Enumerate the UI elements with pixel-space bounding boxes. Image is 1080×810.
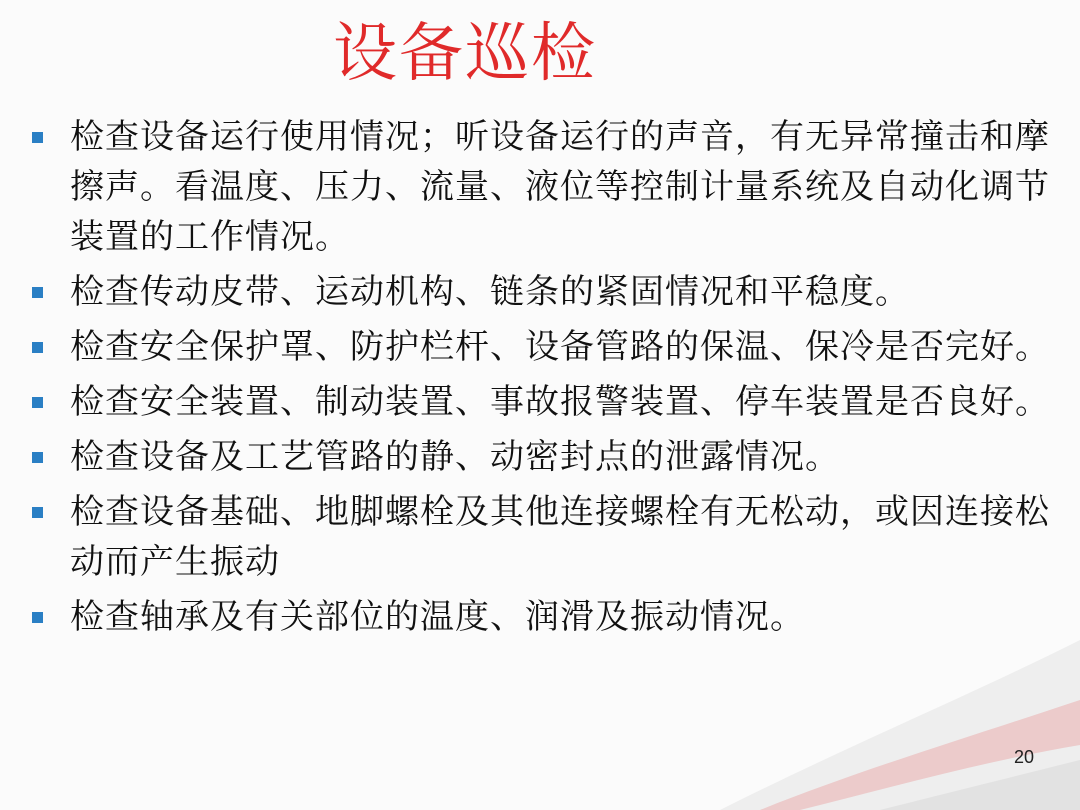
square-bullet-icon xyxy=(32,132,43,143)
bullet-text: 检查设备运行使用情况；听设备运行的声音，有无异常撞击和摩擦声。看温度、压力、流量、液位等控制计量系统及自动化调节装置的工作情况。 xyxy=(70,117,1050,257)
bullet-text: 检查设备基础、地脚螺栓及其他连接螺栓有无松动，或因连接松动而产生振动 xyxy=(70,492,1050,582)
bullet-text: 检查安全装置、制动装置、事故报警装置、停车装置是否良好。 xyxy=(70,382,1050,422)
square-bullet-icon xyxy=(32,342,43,353)
bullet-item xyxy=(30,112,1060,262)
square-bullet-icon xyxy=(32,507,43,518)
slide-title: 设备巡检 xyxy=(333,17,597,91)
bullet-text: 检查设备及工艺管路的静、动密封点的泄露情况。 xyxy=(70,437,840,477)
bullet-item xyxy=(30,432,1060,482)
square-bullet-icon xyxy=(32,612,43,623)
bullet-item xyxy=(30,592,1060,642)
square-bullet-icon xyxy=(32,397,43,408)
bullet-text: 检查安全保护罩、防护栏杆、设备管路的保温、保冷是否完好。 xyxy=(70,327,1050,367)
bullet-item xyxy=(30,377,1060,427)
bullet-text: 检查轴承及有关部位的温度、润滑及振动情况。 xyxy=(70,597,805,637)
bullet-item xyxy=(30,322,1060,372)
bullet-item xyxy=(30,487,1060,587)
square-bullet-icon xyxy=(32,287,43,298)
square-bullet-icon xyxy=(32,452,43,463)
bullet-text: 检查传动皮带、运动机构、链条的紧固情况和平稳度。 xyxy=(70,272,910,312)
page-number: 20 xyxy=(1013,747,1034,767)
bullet-list xyxy=(30,112,1060,647)
bullet-item xyxy=(30,267,1060,317)
